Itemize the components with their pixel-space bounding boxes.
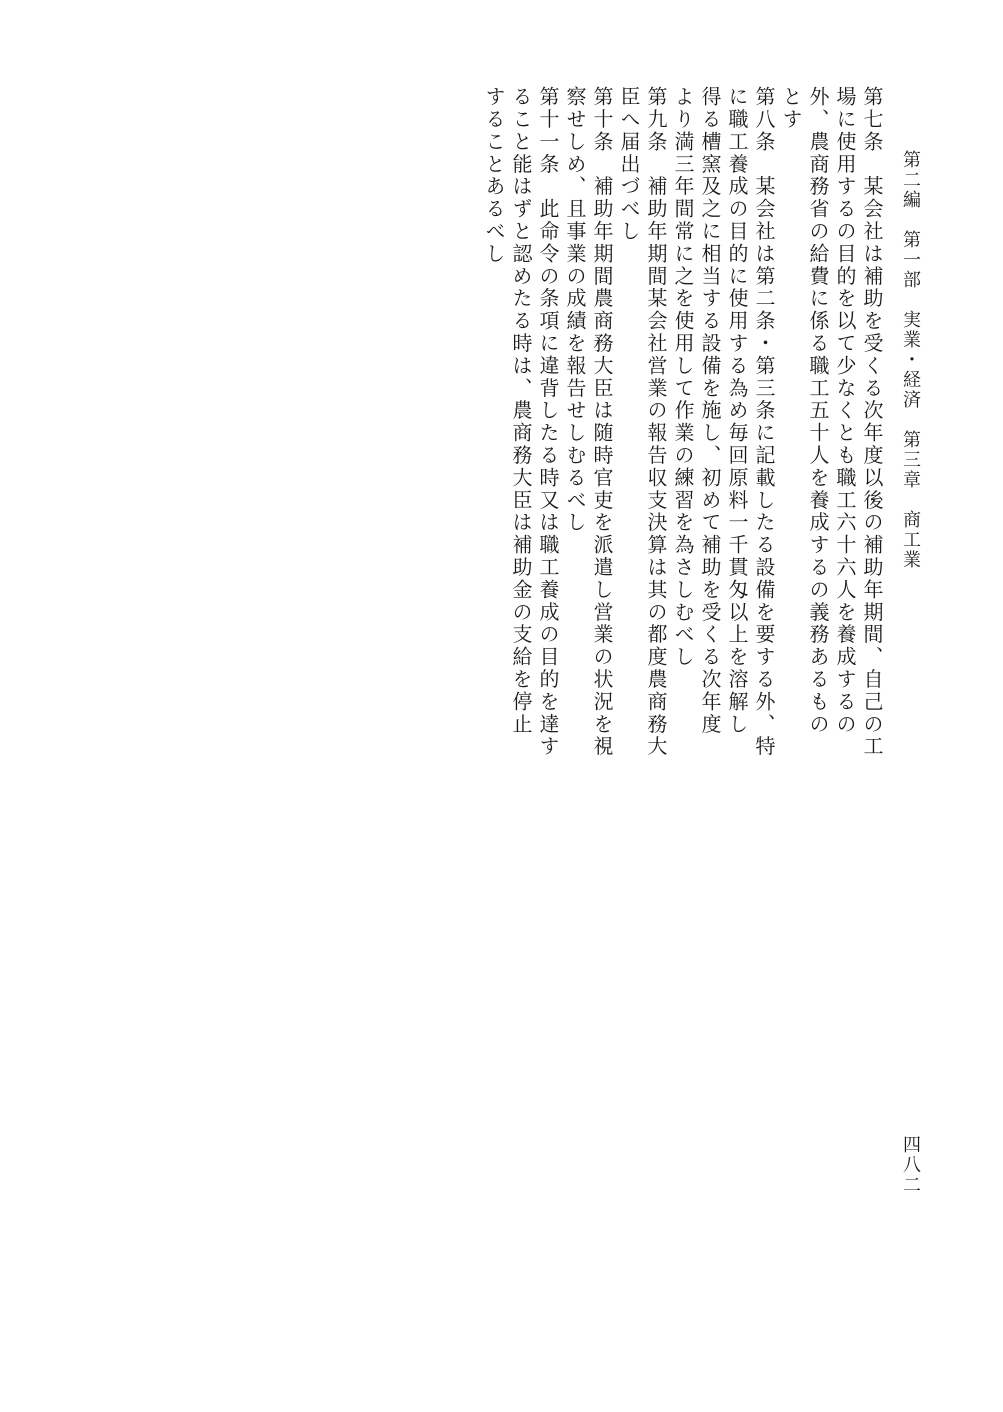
text-line: 察せしめ、且事業の成績を報告せしむるべし: [563, 86, 587, 534]
text-line: とす: [779, 86, 803, 131]
body-text: [318, 86, 885, 758]
text-line: 得る槽窯及之に相当する設備を施し、初めて補助を受くる次年度: [698, 86, 722, 736]
text-line: することあるべし: [482, 86, 506, 266]
text-line: 第七条 某会社は補助を受くる次年度以後の補助年期間、自己の工: [860, 86, 884, 758]
text-line: より満三年間常に之を使用して作業の練習を為さしむべし: [671, 86, 695, 669]
text-line: 第九条 補助年期間某会社営業の報告収支決算は其の都度農商務大: [644, 86, 668, 758]
text-line: 第八条 某会社は第二条・第三条に記載したる設備を要する外、特: [752, 86, 776, 758]
text-line: 場に使用するの目的を以て少なくとも職工六十六人を養成するの: [833, 86, 857, 736]
running-head: 第二編 第一部 実業・経済 第三章 商工業: [900, 150, 921, 570]
text-line: 第十条 補助年期間農商務大臣は随時官吏を派遣し営業の状況を視: [590, 86, 614, 758]
text-line: 外、農商務省の給費に係る職工五十人を養成するの義務あるもの: [806, 86, 830, 736]
text-line: に職工養成の目的に使用する為め毎回原料一千貫匁以上を溶解し: [725, 86, 749, 736]
page-number: 四八二: [900, 1135, 921, 1195]
text-line: 臣へ届出づべし: [617, 86, 641, 243]
text-line: ること能はずと認めたる時は、農商務大臣は補助金の支給を停止: [509, 86, 533, 736]
text-line: 第十一条 此命令の条項に違背したる時又は職工養成の目的を達す: [536, 86, 560, 758]
